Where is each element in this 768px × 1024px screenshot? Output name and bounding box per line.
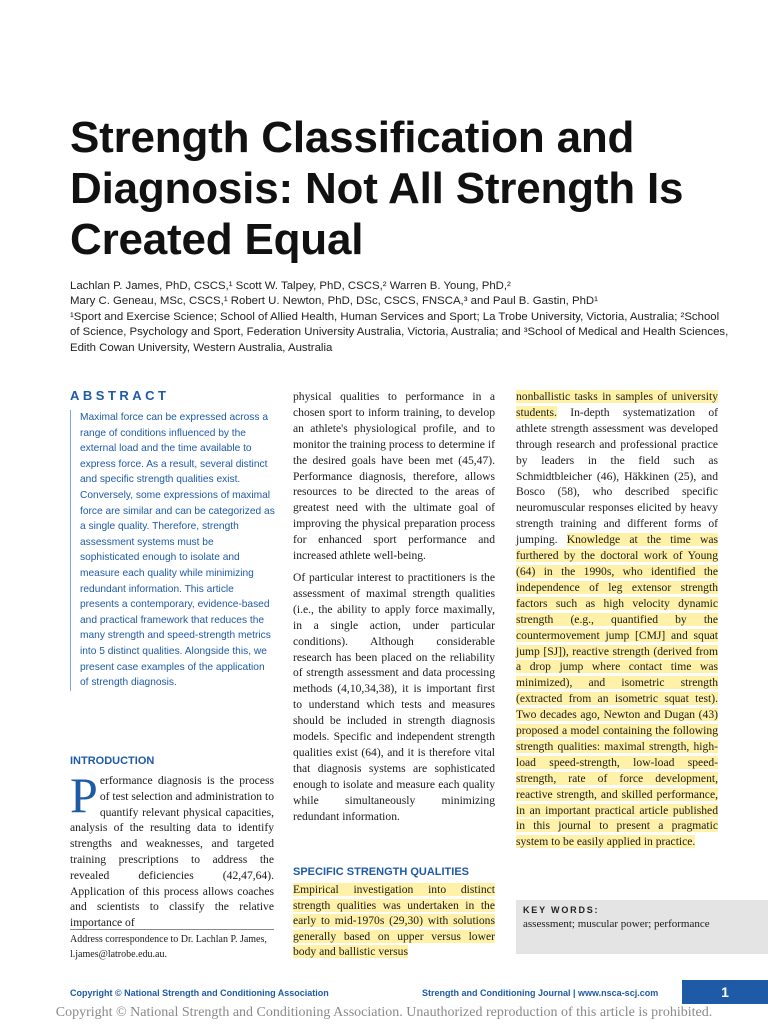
col2-paragraph-1: physical qualities to performance in a chosen sport to inform training, to develop an athlete's physiological profile, and to monitor the training process to determine if the desired goals have been met (45,47). Performance diagnosis, therefore, allows resources to be directed to the areas of greatest need with the ultimate goal of improving the physical preparation process for enhanced sport performance and increased athlete well-being. xyxy=(293,390,495,563)
specific-strength-text xyxy=(293,882,495,960)
keywords-heading: KEY WORDS: xyxy=(523,905,600,915)
footer-journal: Strength and Conditioning Journal | www.nsca-scj.com xyxy=(422,988,659,998)
introduction-body: erformance diagnosis is the process of test selection and administration to quantify relevant physical capacities, analysis of the resulting data to identify strengths and weaknesses, and targeted training prescriptions to address the revealed deficiencies (42,47,64). Application of this process allows coaches and scientists to classify the relative importance of xyxy=(70,774,275,930)
authors-line-2: Mary C. Geneau, MSc, CSCS,¹ Robert U. Newton, PhD, DSc, CSCS, FNSCA,³ and Paul B. Gastin, PhD¹ xyxy=(70,295,598,308)
article-title: Strength Classification and Diagnosis: Not All Strength Is Created Equal xyxy=(70,113,684,264)
drop-cap: P xyxy=(70,767,98,823)
authors-line-1: Lachlan P. James, PhD, CSCS,¹ Scott W. Talpey, PhD, CSCS,² Warren B. Young, PhD,² xyxy=(70,280,511,292)
col2-paragraph-2: Of particular interest to practitioners is the assessment of maximal strength qualities (i.e., the ability to apply force maximally, in a single action, under particular conditions). Although considerable research has been placed on the reliability of strength assessment and data processing methods (4,10,34,38), it is important first to understand which tests and measures should be included in strength diagnosis models. Specific and independent strength qualities exist (64), and it is therefore vital that diagnosis systems are sophisticated enough to isolate and measure each quality while simultaneously minimizing redundant information. xyxy=(293,570,495,823)
footer-copyright: Copyright © National Strength and Conditioning Association xyxy=(70,988,329,998)
highlighted-text-2: Knowledge at the time was furthered by the doctoral work of Young (64) in the 1990s, who identified the independence of leg extensor strength factors such as high velocity dynamic strength (e.g., quantified by the countermovement jump [CMJ] and squat jump [SJ]), reactive strength (derived from a drop jump where contact time was minimized), and isometric strength (extracted from an isometric squat test). Two decades ago, Newton and Dugan (43) proposed a model containing the following strength qualities: maximal strength, high-load speed-strength, low-load speed-strength, rate of force development, reactive strength, and skilled performance, in an important practical article published in this journal to present a pragmatic system to be easily applied in practice. xyxy=(516,533,718,849)
abstract-text: Maximal force can be expressed across a range of conditions influenced by the external load and the time available to express force. As a result, several distinct and specific strength qualities exist. Conversely, some expressions of maximal force are similar and can be categorized as a single quality. Therefore, strength assessment systems must be sophisticated enough to isolate and measure each quality while minimizing redundant information. This article presents a contemporary, evidence-based and practical framework that reduces the many strength and speed-strength metrics into 5 distinct qualities. Alongside this, we present case examples of the application of strength diagnosis. xyxy=(70,410,275,691)
page-number: 1 xyxy=(682,980,768,1004)
correspondence-footnote: Address correspondence to Dr. Lachlan P. James, l.james@latrobe.edu.au. xyxy=(70,929,274,962)
col3-plain-text: In-depth systematization of athlete strength assessment was developed through research and professional practice by leaders in the field such as Schmidtbleicher (46), Häkkinen (25), and Bosco (58), who described specific neuromuscular responses elicited by heavy strength training and different forms of jumping. xyxy=(516,405,718,547)
keywords-box xyxy=(516,900,768,954)
introduction-heading: INTRODUCTION xyxy=(70,755,155,767)
highlighted-text: Empirical investigation into distinct strength qualities was undertaken in the early to mid-1970s (29,30) with solutions generally based on upper versus lower body and ballistic versus xyxy=(293,883,495,959)
copyright-watermark: Copyright © National Strength and Conditioning Association. Unauthorized reproduction of this article is prohibited. xyxy=(55,1005,713,1020)
column-3 xyxy=(516,389,718,850)
specific-strength-heading: SPECIFIC STRENGTH QUALITIES xyxy=(293,866,470,878)
author-block xyxy=(70,279,730,356)
keywords-text: assessment; muscular power; performance xyxy=(523,918,710,930)
abstract-heading: ABSTRACT xyxy=(70,388,170,403)
affiliations: ¹Sport and Exercise Science; School of Allied Health, Human Services and Sport; La Trobe University, Victoria, Australia; ²School of Science, Psychology and Sport, Federation University Australia, Victoria, Australia; and ³School of Medical and Health Sciences, Edith Cowan University, Western Australia, Australia xyxy=(70,310,729,354)
highlighted-text-1: nonballistic tasks in samples of university students. xyxy=(516,390,718,419)
column-2 xyxy=(293,389,495,830)
introduction-text xyxy=(70,767,275,931)
